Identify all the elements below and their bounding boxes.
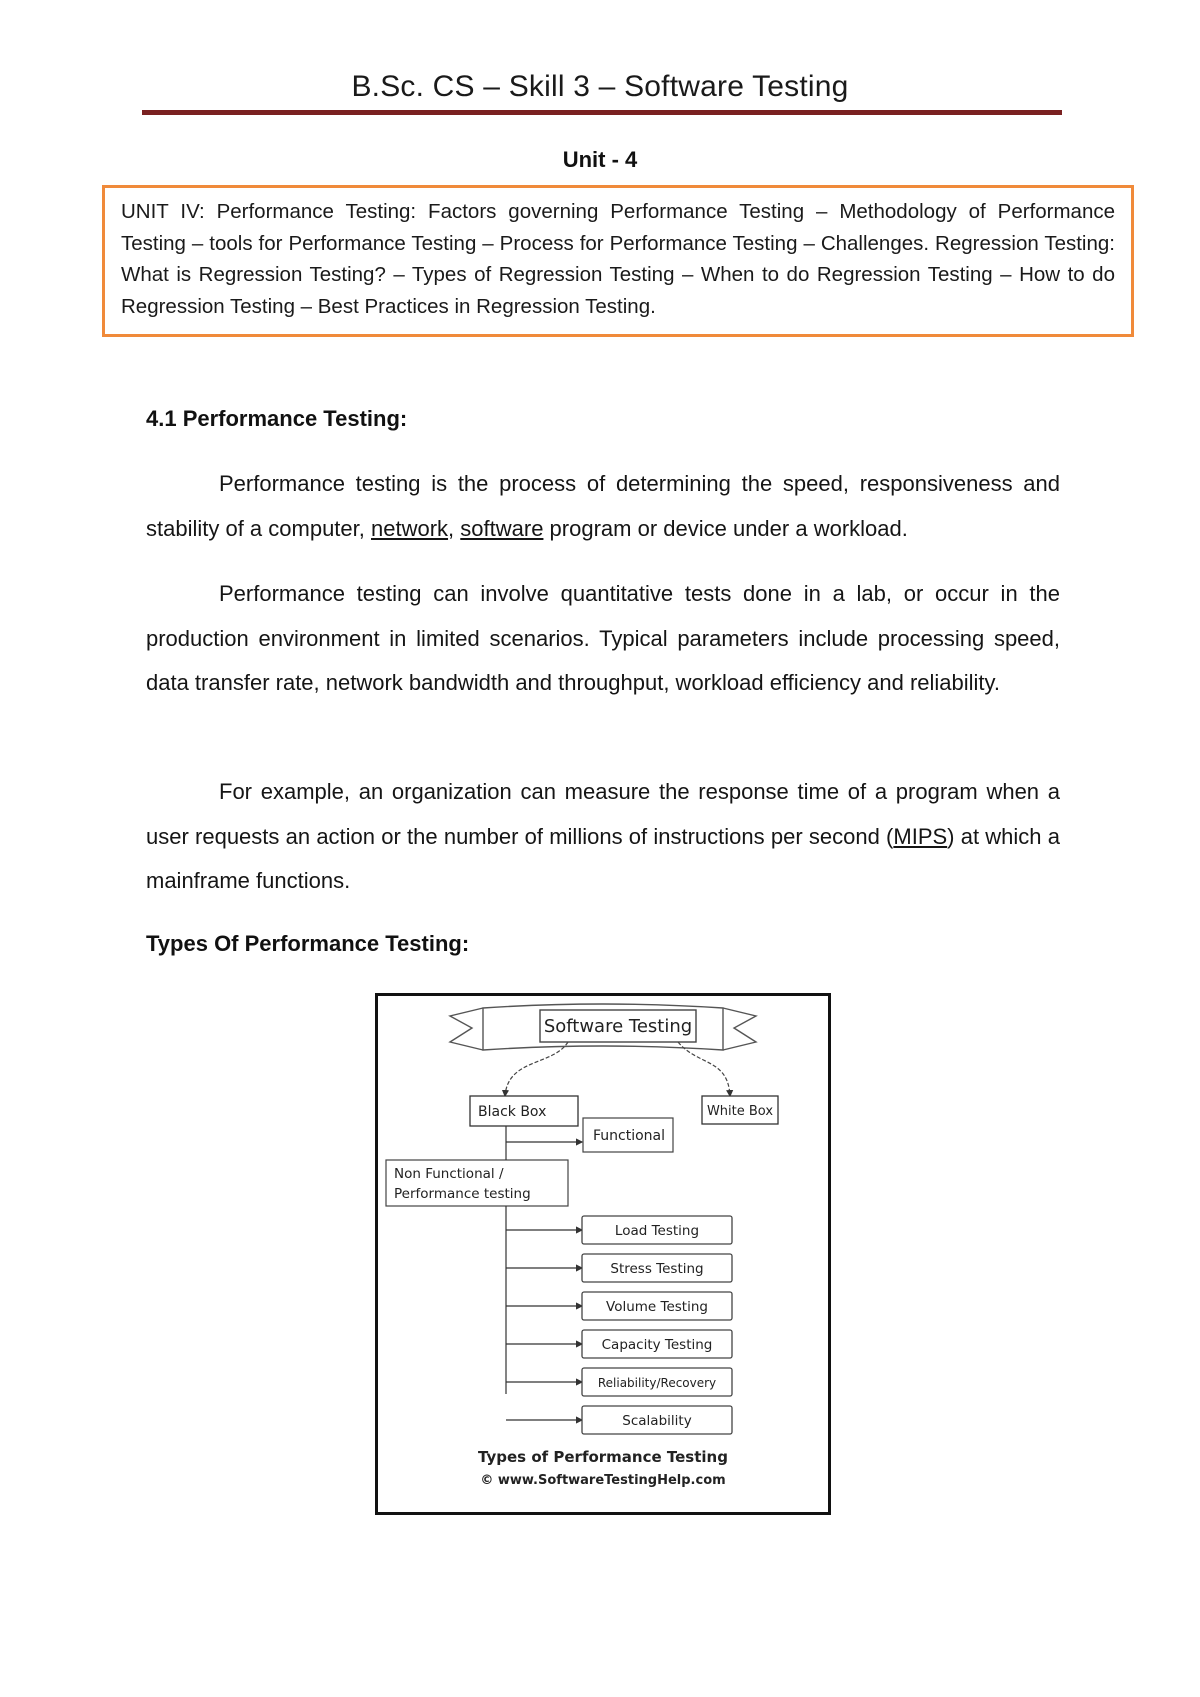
software-link[interactable]: software — [460, 515, 544, 541]
diagram-svg — [378, 996, 828, 1512]
paragraph-text: Performance testing is the process of determining the speed, responsiveness and stability of a computer, — [146, 471, 1060, 541]
types-heading: Types Of Performance Testing: — [146, 931, 470, 956]
page-header-title: B.Sc. CS – Skill 3 – Software Testing — [351, 70, 849, 103]
perf-test-label: Stress Testing — [610, 1261, 704, 1277]
perf-test-label: Load Testing — [614, 1223, 700, 1239]
syllabus-box — [102, 185, 1134, 337]
performance-testing-diagram — [375, 993, 831, 1515]
mips-link[interactable]: MIPS — [893, 823, 948, 849]
connector-black-box — [505, 1042, 568, 1096]
banner-label: Software Testing — [543, 1016, 693, 1037]
diagram-caption: Types of Performance Testing — [478, 1448, 728, 1466]
white-box-label: White Box — [706, 1104, 774, 1119]
paragraph-text: ) at which a mainframe functions. — [146, 823, 1060, 893]
functional-label: Functional — [593, 1128, 666, 1144]
perf-test-label: Volume Testing — [606, 1299, 708, 1315]
paragraph-parameters: Performance testing can involve quantitative tests done in a lab, or occur in the production environment in limited scenarios. Typical parameters include processing speed, data transfer rate, network bandwidth and throughput, workload efficiency and reliability. — [146, 581, 1060, 695]
non-functional-label-1: Non Functional / — [394, 1166, 504, 1182]
paragraph-text: program or device under a workload. — [543, 515, 908, 541]
black-box-label: Black Box — [478, 1104, 547, 1120]
section-heading: 4.1 Performance Testing: — [146, 406, 408, 431]
diagram-credit: © www.SoftwareTestingHelp.com — [480, 1473, 726, 1488]
paragraph-text: For example, an organization can measure the response time of a program when a user requests an action or the number of millions of instructions per second ( — [146, 779, 1060, 849]
perf-test-label: Capacity Testing — [601, 1337, 713, 1353]
network-link[interactable]: network — [371, 515, 449, 541]
performance-items — [506, 1216, 732, 1434]
perf-test-label: Reliability/Recovery — [597, 1376, 717, 1390]
unit-title: Unit - 4 — [562, 147, 638, 172]
paragraph-example — [146, 770, 1060, 904]
paragraph-definition — [146, 462, 1060, 551]
syllabus-text: UNIT IV: Performance Testing: Factors governing Performance Testing – Methodology of Performance Testing – tools for Performance Testing – Process for Performance Testing – Challenges. Regression Testing: What is Regression Testing? – Types of Regression Testing – When to do Regression Testing – How to do Regression Testing – Best Practices in Regression Testing. — [121, 200, 1115, 318]
header-divider — [142, 110, 1062, 115]
non-functional-label-2: Performance testing — [394, 1186, 531, 1202]
perf-test-label: Scalability — [622, 1413, 692, 1429]
paragraph-separator: , — [448, 515, 461, 541]
